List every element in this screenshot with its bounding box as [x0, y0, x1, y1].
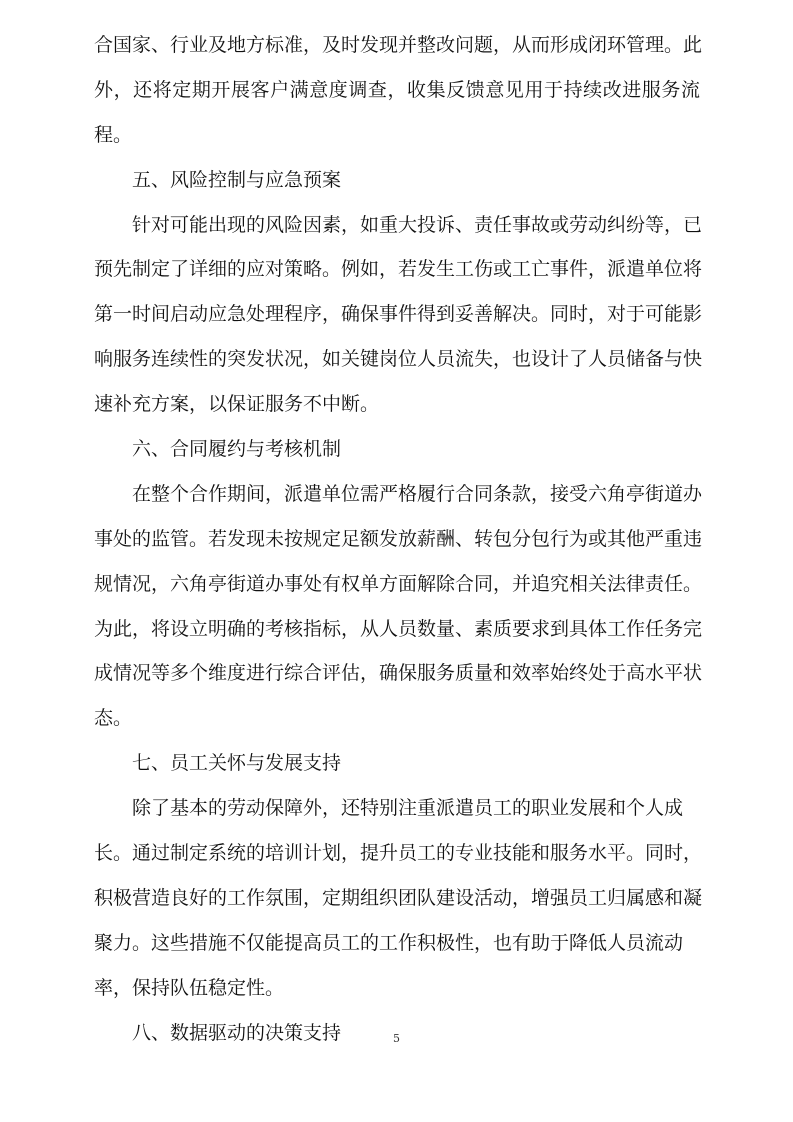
paragraph	[94, 23, 703, 158]
text-line: 长。通过制定系统的培训计划，提升员工的专业技能和服务水平。同时，	[94, 842, 703, 865]
text-line: 外，还将定期开展客户满意度调查，收集反馈意见用于持续改进服务流	[94, 78, 700, 101]
text-line: 六、合同履约与考核机制	[132, 438, 342, 461]
text-line: 程。	[94, 123, 133, 146]
page-number: 5	[393, 1032, 400, 1045]
section-heading	[94, 741, 700, 786]
text-line: 合国家、行业及地方标准，及时发现并整改问题，从而形成闭环管理。此	[94, 34, 703, 56]
section-heading	[94, 427, 700, 472]
document-body	[94, 23, 703, 1055]
paragraph	[94, 472, 703, 741]
text-line: 积极营造良好的工作氛围，定期组织团队建设活动，增强员工归属感和凝	[94, 886, 703, 909]
text-line: 针对可能出现的风险因素，如重大投诉、责任事故或劳动纠纷等，已	[132, 213, 703, 236]
text-line: 态。	[94, 707, 133, 730]
text-line: 第一时间启动应急处理程序，确保事件得到妥善解决。同时，对于可能影	[94, 303, 703, 326]
text-line: 预先制定了详细的应对策略。例如，若发生工伤或工亡事件，派遣单位将	[94, 258, 703, 281]
text-line: 率，保持队伍稳定性。	[94, 976, 285, 999]
text-line: 规情况，六角亭街道办事处有权单方面解除合同，并追究相关法律责任。	[94, 572, 703, 595]
text-line: 八、数据驱动的决策支持	[132, 1021, 342, 1044]
text-line: 为此，将设立明确的考核指标，从人员数量、素质要求到具体工作任务完	[94, 617, 703, 640]
section-heading	[94, 158, 700, 203]
text-line: 在整个合作期间，派遣单位需严格履行合同条款，接受六角亭街道办	[132, 482, 703, 505]
text-line: 七、员工关怀与发展支持	[132, 752, 342, 775]
text-line: 除了基本的劳动保障外，还特别注重派遣员工的职业发展和个人成	[132, 797, 684, 820]
text-line: 事处的监管。若发现未按规定足额发放薪酬、转包分包行为或其他严重违	[94, 527, 703, 550]
text-line: 聚力。这些措施不仅能提高员工的工作积极性，也有助于降低人员流动	[94, 931, 684, 954]
text-line: 成情况等多个维度进行综合评估，确保服务质量和效率始终处于高水平状	[94, 662, 703, 685]
paragraph	[94, 786, 703, 1010]
text-line: 五、风险控制与应急预案	[132, 168, 342, 191]
text-line: 响服务连续性的突发状况，如关键岗位人员流失，也设计了人员储备与快	[94, 348, 703, 371]
text-line: 速补充方案，以保证服务不中断。	[94, 393, 380, 416]
paragraph	[94, 203, 703, 427]
